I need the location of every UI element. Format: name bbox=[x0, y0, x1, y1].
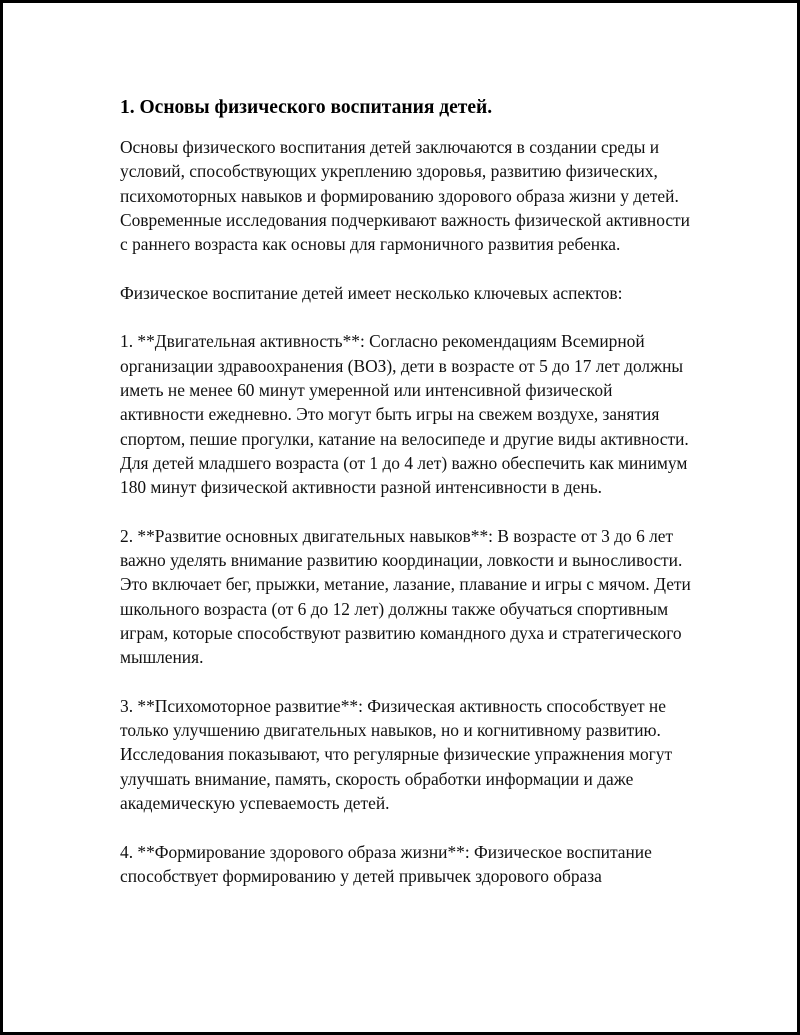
section-heading: 1. Основы физического воспитания детей. bbox=[120, 97, 493, 118]
aspect-psychomotor-paragraph: 3. **Психомоторное развитие**: Физическая активность способствует не только улучшению двигательных навыков, но и когнитивному развитию. Исследования показывают, что регулярные физические упражнения могут улучшать внимание, память, скорость обработки информации и даже академическую успеваемость детей. bbox=[120, 695, 673, 814]
aspects-intro-paragraph: Физическое воспитание детей имеет несколько ключевых аспектов: bbox=[120, 282, 623, 303]
aspect-healthy-lifestyle-paragraph: 4. **Формирование здорового образа жизни**: Физическое воспитание способствует формированию у детей привычек здорового образа bbox=[120, 841, 652, 886]
aspect-motor-activity-paragraph: 1. **Двигательная активность**: Согласно рекомендациям Всемирной организации здравоохранения (ВОЗ), дети в возрасте от 5 до 17 лет должны иметь не менее 60 минут умеренной или интенсивной физической активности ежедневно. Это могут быть игры на свежем воздухе, занятия спортом, пешие прогулки, катание на велосипеде и другие виды активности. Для детей младшего возраста (от 1 до 4 лет) важно обеспечить как минимум 180 минут физической активности разной интенсивности в день. bbox=[120, 331, 689, 498]
document-body bbox=[120, 95, 695, 913]
intro-paragraph: Основы физического воспитания детей заключаются в создании среды и условий, способствующих укреплению здоровья, развитию физических, психомоторных навыков и формированию здорового образа жизни у детей. Современные исследования подчеркивают важность физической активности с раннего возраста как основы для гармоничного развития ребенка. bbox=[120, 137, 690, 255]
aspect-motor-skills-paragraph: 2. **Развитие основных двигательных навыков**: В возрасте от 3 до 6 лет важно уделять внимание развитию координации, ловкости и выносливости. Это включает бег, прыжки, метание, лазание, плавание и игры с мячом. Дети школьного возраста (от 6 до 12 лет) должны также обучаться спортивным играм, которые способствуют развитию командного духа и стратегического мышления. bbox=[120, 525, 691, 668]
